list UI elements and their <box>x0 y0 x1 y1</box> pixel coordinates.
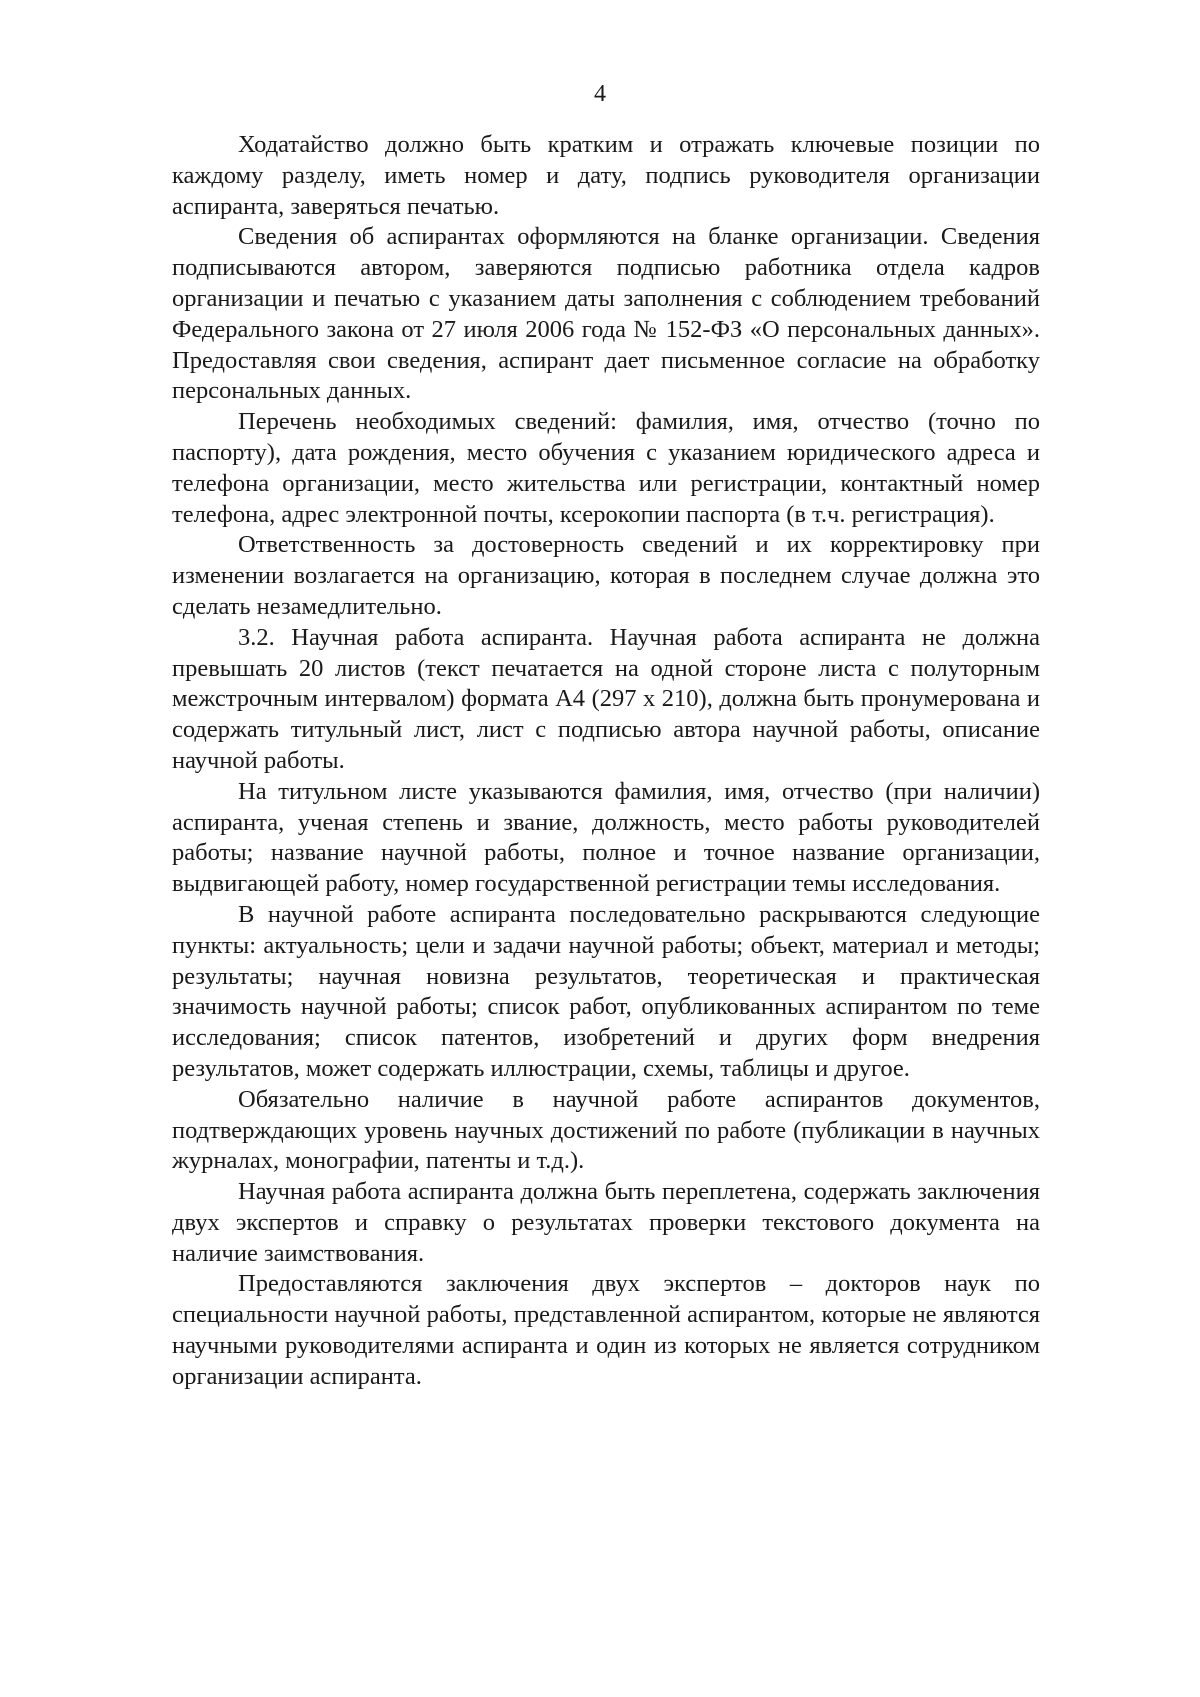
paragraph: Сведения об аспирантах оформляются на бланке организации. Сведения подписываются автором, заверяются подписью работника отдела кадров организации и печатью с указанием даты заполнения с соблюдением требований Федерального закона от 27 июля 2006 года № 152-ФЗ «О персональных данных». Предоставляя свои сведения, аспирант дает письменное согласие на обработку персональных данных. <box>172 223 1040 405</box>
paragraph: Ходатайство должно быть кратким и отражать ключевые позиции по каждому разделу, иметь номер и дату, подпись руководителя организации аспиранта, заверяться печатью. <box>172 131 1040 220</box>
paragraph: Обязательно наличие в научной работе аспирантов документов, подтверждающих уровень научных достижений по работе (публикации в научных журналах, монографии, патенты и т.д.). <box>172 1085 1040 1175</box>
paragraph: Перечень необходимых сведений: фамилия, имя, отчество (точно по паспорту), дата рождения, место обучения с указанием юридического адреса и телефона организации, место жительства или регистрации, контактный номер телефона, адрес электронной почты, ксерокопии паспорта (в т.ч. регистрация). <box>172 408 1040 528</box>
paragraph: 3.2. Научная работа аспиранта. Научная работа аспиранта не должна превышать 20 листов (текст печатается на одной стороне листа с полуторным межстрочным интервалом) формата А4 (297 х 210), должна быть пронумерована и содержать титульный лист, лист с подписью автора научной работы, описание научной работы. <box>172 623 1040 774</box>
body-text <box>172 130 1040 1393</box>
paragraph: В научной работе аспиранта последовательно раскрываются следующие пункты: актуальность; цели и задачи научной работы; объект, материал и методы; результаты; научная новизна результатов, теоретическая и практическая значимость научной работы; список работ, опубликованных аспирантом по теме исследования; список патентов, изобретений и других форм внедрения результатов, может содержать иллюстрации, схемы, таблицы и другое. <box>172 900 1040 1082</box>
paragraph: На титульном листе указываются фамилия, имя, отчество (при наличии) аспиранта, ученая степень и звание, должность, место работы руководителей работы; название научной работы, полное и точное название организации, выдвигающей работу, номер государственной регистрации темы исследования. <box>172 777 1040 898</box>
page-number: 4 <box>594 81 606 107</box>
paragraph: Научная работа аспиранта должна быть переплетена, содержать заключения двух экспертов и справку о результатах проверки текстового документа на наличие заимствования. <box>172 1178 1040 1267</box>
paragraph: Предоставляются заключения двух экспертов – докторов наук по специальности научной работы, представленной аспирантом, которые не являются научными руководителями аспиранта и один из которых не является сотрудником организации аспиранта. <box>172 1270 1040 1390</box>
paragraph: Ответственность за достоверность сведений и их корректировку при изменении возлагается на организацию, которая в последнем случае должна это сделать незамедлительно. <box>172 531 1040 620</box>
